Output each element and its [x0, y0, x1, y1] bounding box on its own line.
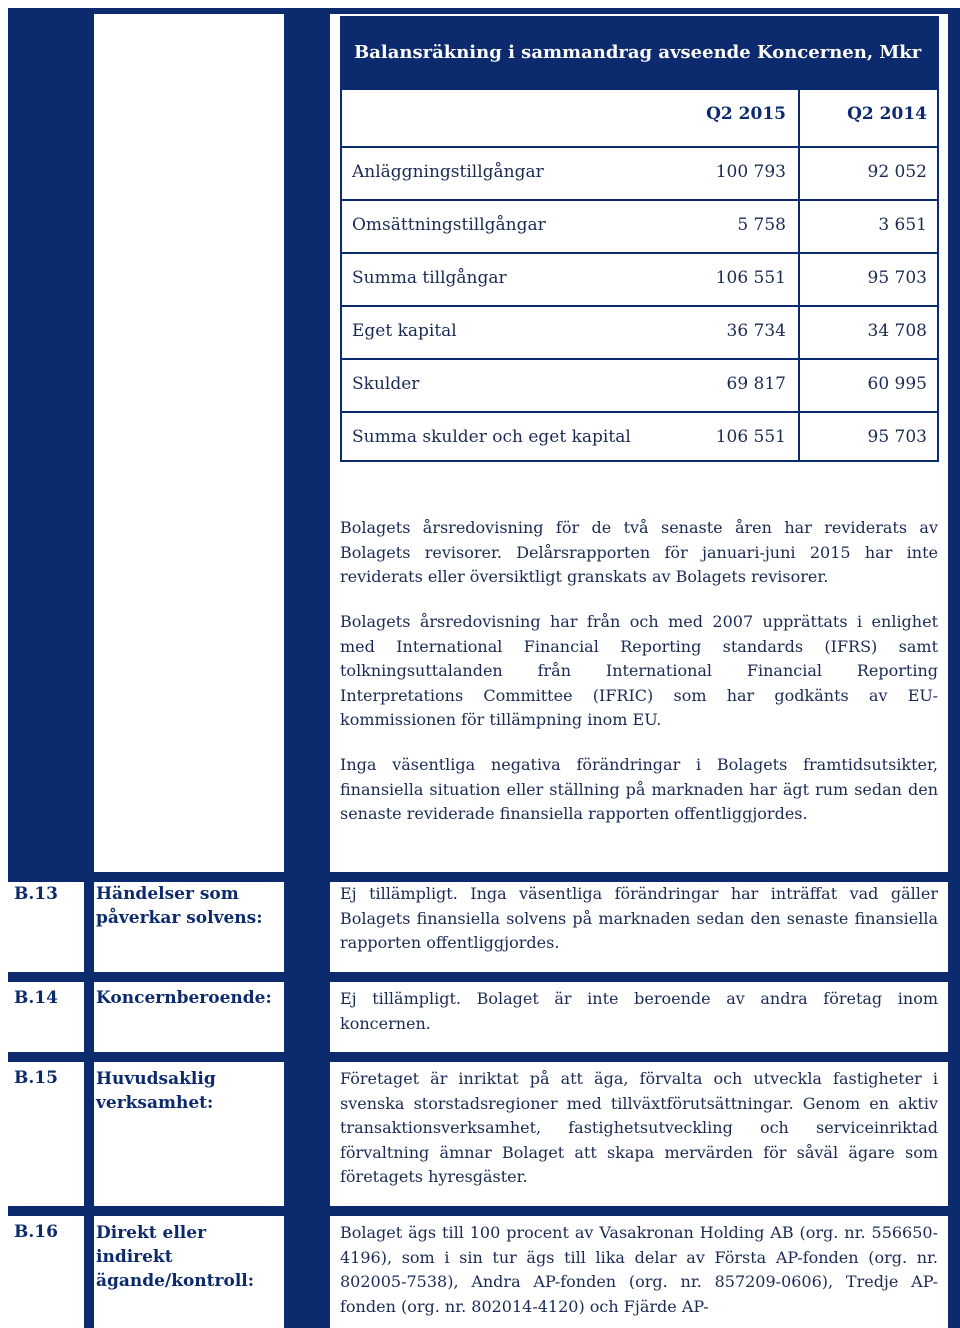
ifrs-paragraph: Bolagets årsredovisning har från och med 2007 upprättats i enlighet med International Financial Reporting standards (IFRS) samt tolkningsuttalanden från International Financial Reporting Interpretations Committee (IFRIC) som har godkänts av EU-kommissionen för tillämpning inom EU. — [340, 612, 938, 729]
row-label: Eget kapital — [352, 321, 457, 341]
balance-sheet-table — [340, 16, 939, 462]
cell-q2-2014: 95 703 — [867, 427, 927, 447]
row-label: Anläggningstillgångar — [352, 162, 544, 182]
right-band — [948, 8, 960, 1328]
section-heading: Huvudsaklig verksamhet: — [96, 1069, 216, 1113]
section-heading: Direkt eller indirekt ägande/kontroll: — [96, 1223, 255, 1291]
section-heading: Händelser som påverkar solvens: — [96, 884, 263, 928]
cell-q2-2015: 5 758 — [737, 215, 786, 235]
left-inner-band — [84, 8, 94, 1328]
table-row — [342, 358, 937, 411]
cell-q2-2015: 106 551 — [715, 268, 786, 288]
cell-q2-2014: 60 995 — [867, 374, 927, 394]
row-separator — [8, 1052, 960, 1062]
cell-q2-2015: 69 817 — [726, 374, 786, 394]
section-text: Företaget är inriktat på att äga, förvalta och utveckla fastigheter i svenska storstadsregioner med tillväxtförutsättningar. Genom en aktiv transaktionsverksamhet, fastighetsutveckling och serviceinriktad förvaltning ämnar Bolaget att skapa mervärden för såväl ägare som företagets hyresgäster. — [340, 1069, 938, 1186]
table-title-bar — [342, 18, 937, 90]
table-row — [342, 146, 937, 199]
row-label: Summa tillgångar — [352, 268, 507, 288]
table-row — [342, 411, 937, 464]
section-text: Ej tillämpligt. Inga väsentliga förändringar har inträffat vad gäller Bolagets finansiella solvens på marknaden sedan den senaste finansiella rapporten offentliggjordes. — [340, 884, 938, 952]
table-header-row — [342, 90, 937, 146]
row-label: Summa skulder och eget kapital — [352, 427, 631, 447]
table-row — [342, 199, 937, 252]
section-heading: Koncernberoende: — [96, 988, 272, 1008]
row-separator — [8, 872, 960, 882]
table-title: Balansräkning i sammandrag avseende Koncernen, Mkr — [354, 42, 922, 63]
section-number: B.13 — [14, 884, 58, 904]
row-separator — [8, 972, 960, 982]
middle-band — [284, 8, 330, 1328]
row-separator — [8, 1206, 960, 1216]
column-divider — [798, 90, 800, 460]
section-text: Bolaget ägs till 100 procent av Vasakronan Holding AB (org. nr. 556650-4196), som i sin tur ägs till lika delar av Första AP-fonden (org. nr. 802005-7538), Andra AP-fonden (org. nr. 857209-0606), Tredje AP-fonden (org. nr. 802014-4120) och Fjärde AP- — [340, 1223, 938, 1316]
row-label: Omsättningstillgångar — [352, 215, 546, 235]
section-number: B.14 — [14, 988, 58, 1008]
section-number: B.16 — [14, 1222, 58, 1242]
audit-paragraph: Bolagets årsredovisning för de två senaste åren har reviderats av Bolagets revisorer. Delårsrapporten för januari-juni 2015 har inte reviderats eller översiktligt granskats av Bolagets revisorer. — [340, 518, 938, 586]
cell-q2-2014: 34 708 — [867, 321, 927, 341]
section-number: B.15 — [14, 1068, 58, 1088]
section-text: Ej tillämpligt. Bolaget är inte beroende av andra företag inom koncernen. — [340, 989, 938, 1033]
cell-q2-2015: 100 793 — [715, 162, 786, 182]
cell-q2-2015: 106 551 — [715, 427, 786, 447]
cell-q2-2014: 95 703 — [867, 268, 927, 288]
upper-heading-cell — [94, 14, 284, 872]
table-row — [342, 305, 937, 358]
cell-q2-2014: 3 651 — [878, 215, 927, 235]
row-label: Skulder — [352, 374, 420, 394]
column-header: Q2 2015 — [706, 104, 786, 124]
table-row — [342, 252, 937, 305]
outlook-paragraph: Inga väsentliga negativa förändringar i Bolagets framtidsutsikter, finansiella situation eller ställning på marknaden har ägt rum sedan den senaste reviderade finansiella rapporten offentliggjordes. — [340, 755, 938, 823]
cell-q2-2015: 36 734 — [726, 321, 786, 341]
column-header: Q2 2014 — [847, 104, 927, 124]
cell-q2-2014: 92 052 — [867, 162, 927, 182]
